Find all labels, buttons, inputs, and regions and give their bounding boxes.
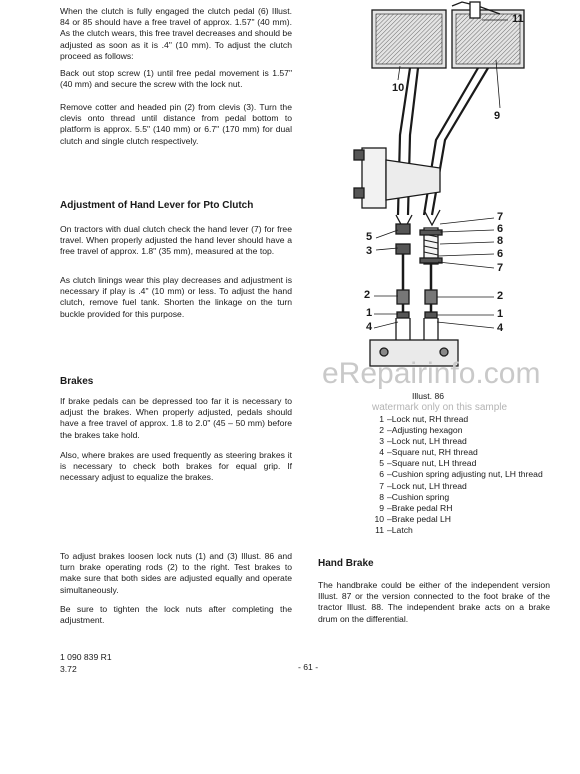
legend-item: 1 – Lock nut, RH thread xyxy=(379,414,469,424)
pto-paragraph-1: On tractors with dual clutch check the hand lever (7) for free travel. When properly adjusted the hand lever should have a free travel of approx. 1.8" (35 mm), measured at the top. xyxy=(60,224,292,257)
brakes-paragraph-3: To adjust brakes loosen lock nuts (1) and (3) Illust. 86 and turn brake operating rods (2) to the right. Test brakes to make sure that both sides are adjusted equally and operate simultaneously. xyxy=(60,551,292,595)
legend-item: 4 – Square nut, RH thread xyxy=(379,447,478,458)
handbrake-paragraph: The handbrake could be either of the independent version Illust. 87 or the version connected to the foot brake of the tractor Illust. 88. The independent brake acts on a brake drum on the differential. xyxy=(318,580,550,624)
callout-2-right: 2 xyxy=(497,290,504,302)
clutch-paragraph-2: Back out stop screw (1) until free pedal movement is 1.57" (40 mm) and secure the screw with the lock nut. xyxy=(60,68,292,90)
clutch-paragraph-3: Remove cotter and headed pin (2) from clevis (3). Turn the clevis onto thread until distance from pedal bottom to platform is approx. 5.5" (140 mm) or 6.7" (170 mm) for dual clutch and single clutch respectively. xyxy=(60,102,292,146)
callout-10: 10 xyxy=(392,82,405,94)
callout-6-top: 6 xyxy=(497,223,504,235)
callout-6-bottom: 6 xyxy=(497,248,504,260)
handbrake-heading: Hand Brake xyxy=(318,558,374,569)
callout-7-bottom: 7 xyxy=(497,262,504,274)
doc-number: 1 090 839 R1 xyxy=(60,652,112,662)
legend-item: 6 – Cushion spring adjusting nut, LH thread xyxy=(379,469,543,480)
doc-date: 3.72 xyxy=(60,664,77,674)
pto-heading: Adjustment of Hand Lever for Pto Clutch xyxy=(60,200,254,211)
brakes-paragraph-2: Also, where brakes are used frequently as steering brakes it is necessary to check both brakes for equal grip. If necessary adjust to equalize the brakes. xyxy=(60,450,292,483)
watermark-main: eRepairinfo.com xyxy=(322,357,541,390)
callout-5: 5 xyxy=(366,231,373,243)
legend-item: 5 – Square nut, LH thread xyxy=(379,458,477,469)
page-number: - 61 - xyxy=(298,662,319,672)
brakes-paragraph-4: Be sure to tighten the lock nuts after completing the adjustment. xyxy=(60,604,292,626)
callout-4-left: 4 xyxy=(366,321,373,333)
legend-item: 3 – Lock nut, LH thread xyxy=(379,436,467,447)
legend-item: 11 – Latch xyxy=(375,524,413,535)
callout-3: 3 xyxy=(366,245,373,257)
legend-item: 2 – Adjusting hexagon xyxy=(379,425,463,436)
brakes-paragraph-1: If brake pedals can be depressed too far it is necessary to adjust the brakes. When properly adjusted, pedals should have a free travel of approx. 1.8 to 2.0" (45 – 50 mm) before the brakes take hold. xyxy=(60,396,292,440)
callout-1-right: 1 xyxy=(497,308,504,320)
callout-9: 9 xyxy=(494,110,501,122)
legend-item: 8 – Cushion spring xyxy=(379,491,450,502)
clutch-paragraph-1: When the clutch is fully engaged the clutch pedal (6) Illust. 84 or 85 should have a free travel of approx. 1.57" (40 mm). As the clutch wears, this free travel decreases and should be adjusted as soon as it is .4" (10 mm). To adjust the clutch proceed as follows: xyxy=(60,6,292,61)
callout-4-right: 4 xyxy=(497,322,504,334)
legend-item: 10 – Brake pedal LH xyxy=(374,513,452,524)
callout-7-top: 7 xyxy=(497,211,504,223)
callout-2-left: 2 xyxy=(364,289,371,301)
brakes-heading: Brakes xyxy=(60,376,94,387)
legend-item: 9 – Brake pedal RH xyxy=(379,502,453,513)
watermark-sub: watermark only on this sample xyxy=(372,402,508,413)
callout-8: 8 xyxy=(497,235,504,247)
illustration-legend xyxy=(358,414,543,536)
legend-item: 7 – Lock nut, LH thread xyxy=(379,480,467,491)
pto-paragraph-2: As clutch linings wear this play decreases and adjustment is necessary if play is .4" (10 mm) or less. To adjust the hand clutch, remove fuel tank. Shorten the linkage on the turn buckle provided for this purpose. xyxy=(60,275,292,319)
illustration-caption: Illust. 86 xyxy=(412,391,445,401)
callout-1-left: 1 xyxy=(366,307,373,319)
callout-11: 11 xyxy=(512,13,524,25)
